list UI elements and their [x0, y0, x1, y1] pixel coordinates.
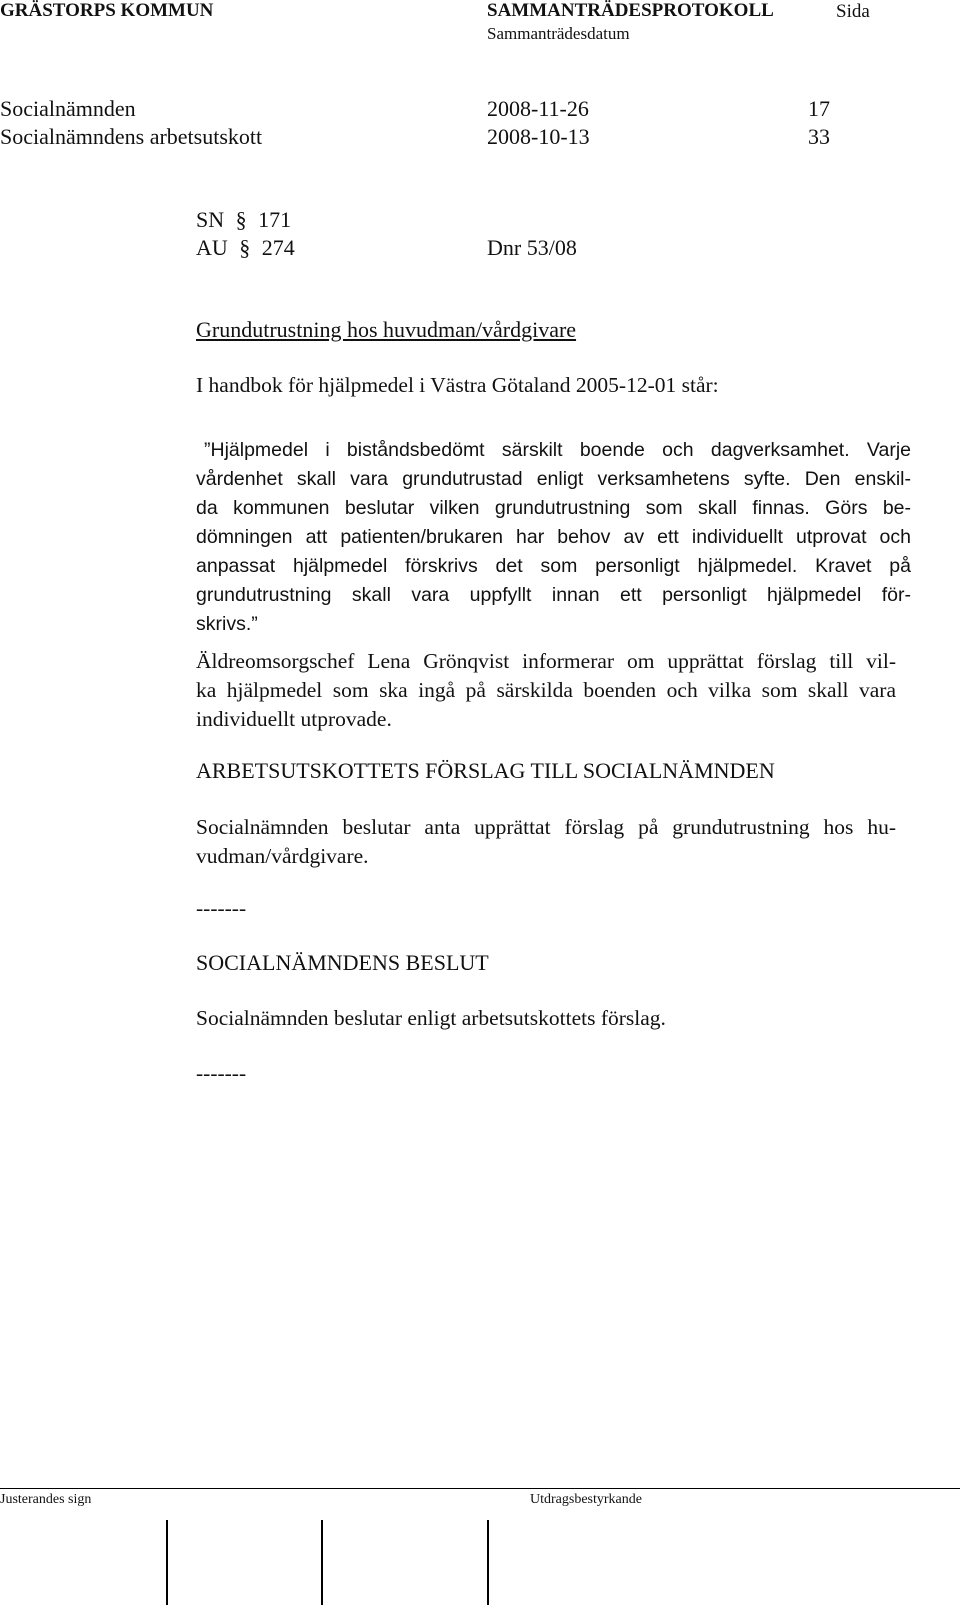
sn-decision-text: Socialnämnden beslutar enligt arbetsutskottets förslag.: [196, 1006, 666, 1030]
paragraph-line: Äldreomsorgschef Lena Grönqvist informerar om upprättat förslag till vil-: [196, 649, 896, 673]
intro-text: I handbok för hjälpmedel i Västra Götaland 2005-12-01 står:: [196, 373, 719, 397]
meeting-body: Socialnämnden: [0, 96, 136, 121]
meeting-page: 17: [808, 96, 830, 121]
meeting-body: Socialnämndens arbetsutskott: [0, 124, 263, 149]
document-type: SAMMANTRÄDESPROTOKOLL: [487, 0, 774, 21]
information-paragraph: [196, 647, 896, 734]
quote-line: ”Hjälpmedel i biståndsbedömt särskilt boende och dagverksamhet. Varje: [204, 439, 911, 461]
au-proposal-text: [196, 813, 896, 871]
quote-line: vårdenhet skall vara grundutrustad enligt verksamhetens syfte. Den enskil-: [196, 468, 911, 490]
signature-label: Justerandes sign: [0, 1492, 92, 1507]
paragraph-line: vudman/vårdgivare.: [196, 844, 369, 868]
certification-label: Utdragsbestyrkande: [530, 1492, 642, 1507]
au-paragraph-ref: AU § 274: [196, 235, 295, 260]
paragraph-line: Socialnämnden beslutar anta upprättat förslag på grundutrustning hos hu-: [196, 815, 896, 839]
sn-paragraph-ref: SN § 171: [196, 207, 292, 232]
matter-title: Grundutrustning hos huvudman/vårdgivare: [196, 317, 577, 342]
au-proposal-heading: ARBETSUTSKOTTETS FÖRSLAG TILL SOCIALNÄMNDEN: [196, 758, 775, 783]
org-name: GRÄSTORPS KOMMUN: [0, 0, 214, 21]
signature-line: [487, 1520, 489, 1605]
quote-line: grundutrustning skall vara uppfyllt innan ett personligt hjälpmedel för-: [196, 584, 911, 606]
separator: -------: [196, 896, 247, 920]
paragraph-line: ka hjälpmedel som ska ingå på särskilda boenden och vilka som skall vara: [196, 678, 896, 702]
separator: -------: [196, 1061, 247, 1085]
page-label: Sida: [836, 1, 870, 22]
paragraph-line: individuellt utprovade.: [196, 707, 392, 731]
meeting-date-label: Sammanträdesdatum: [487, 24, 630, 43]
signature-line: [166, 1520, 168, 1605]
quote-line: anpassat hjälpmedel förskrivs det som personligt hjälpmedel. Kravet på: [196, 555, 911, 577]
sn-decision-heading: SOCIALNÄMNDENS BESLUT: [196, 950, 489, 975]
quote-line: skrivs.”: [196, 613, 258, 635]
footer-divider: [0, 1488, 960, 1489]
handbook-quote: [196, 436, 911, 639]
quote-line: dömningen att patienten/brukaren har behov av ett individuellt utprovat och: [196, 526, 911, 548]
meeting-page: 33: [808, 124, 830, 149]
meeting-date: 2008-10-13: [487, 124, 590, 149]
meeting-date: 2008-11-26: [487, 96, 589, 121]
signature-line: [321, 1520, 323, 1605]
diary-number: Dnr 53/08: [487, 235, 577, 260]
quote-line: da kommunen beslutar vilken grundutrustning som skall finnas. Görs be-: [196, 497, 911, 519]
